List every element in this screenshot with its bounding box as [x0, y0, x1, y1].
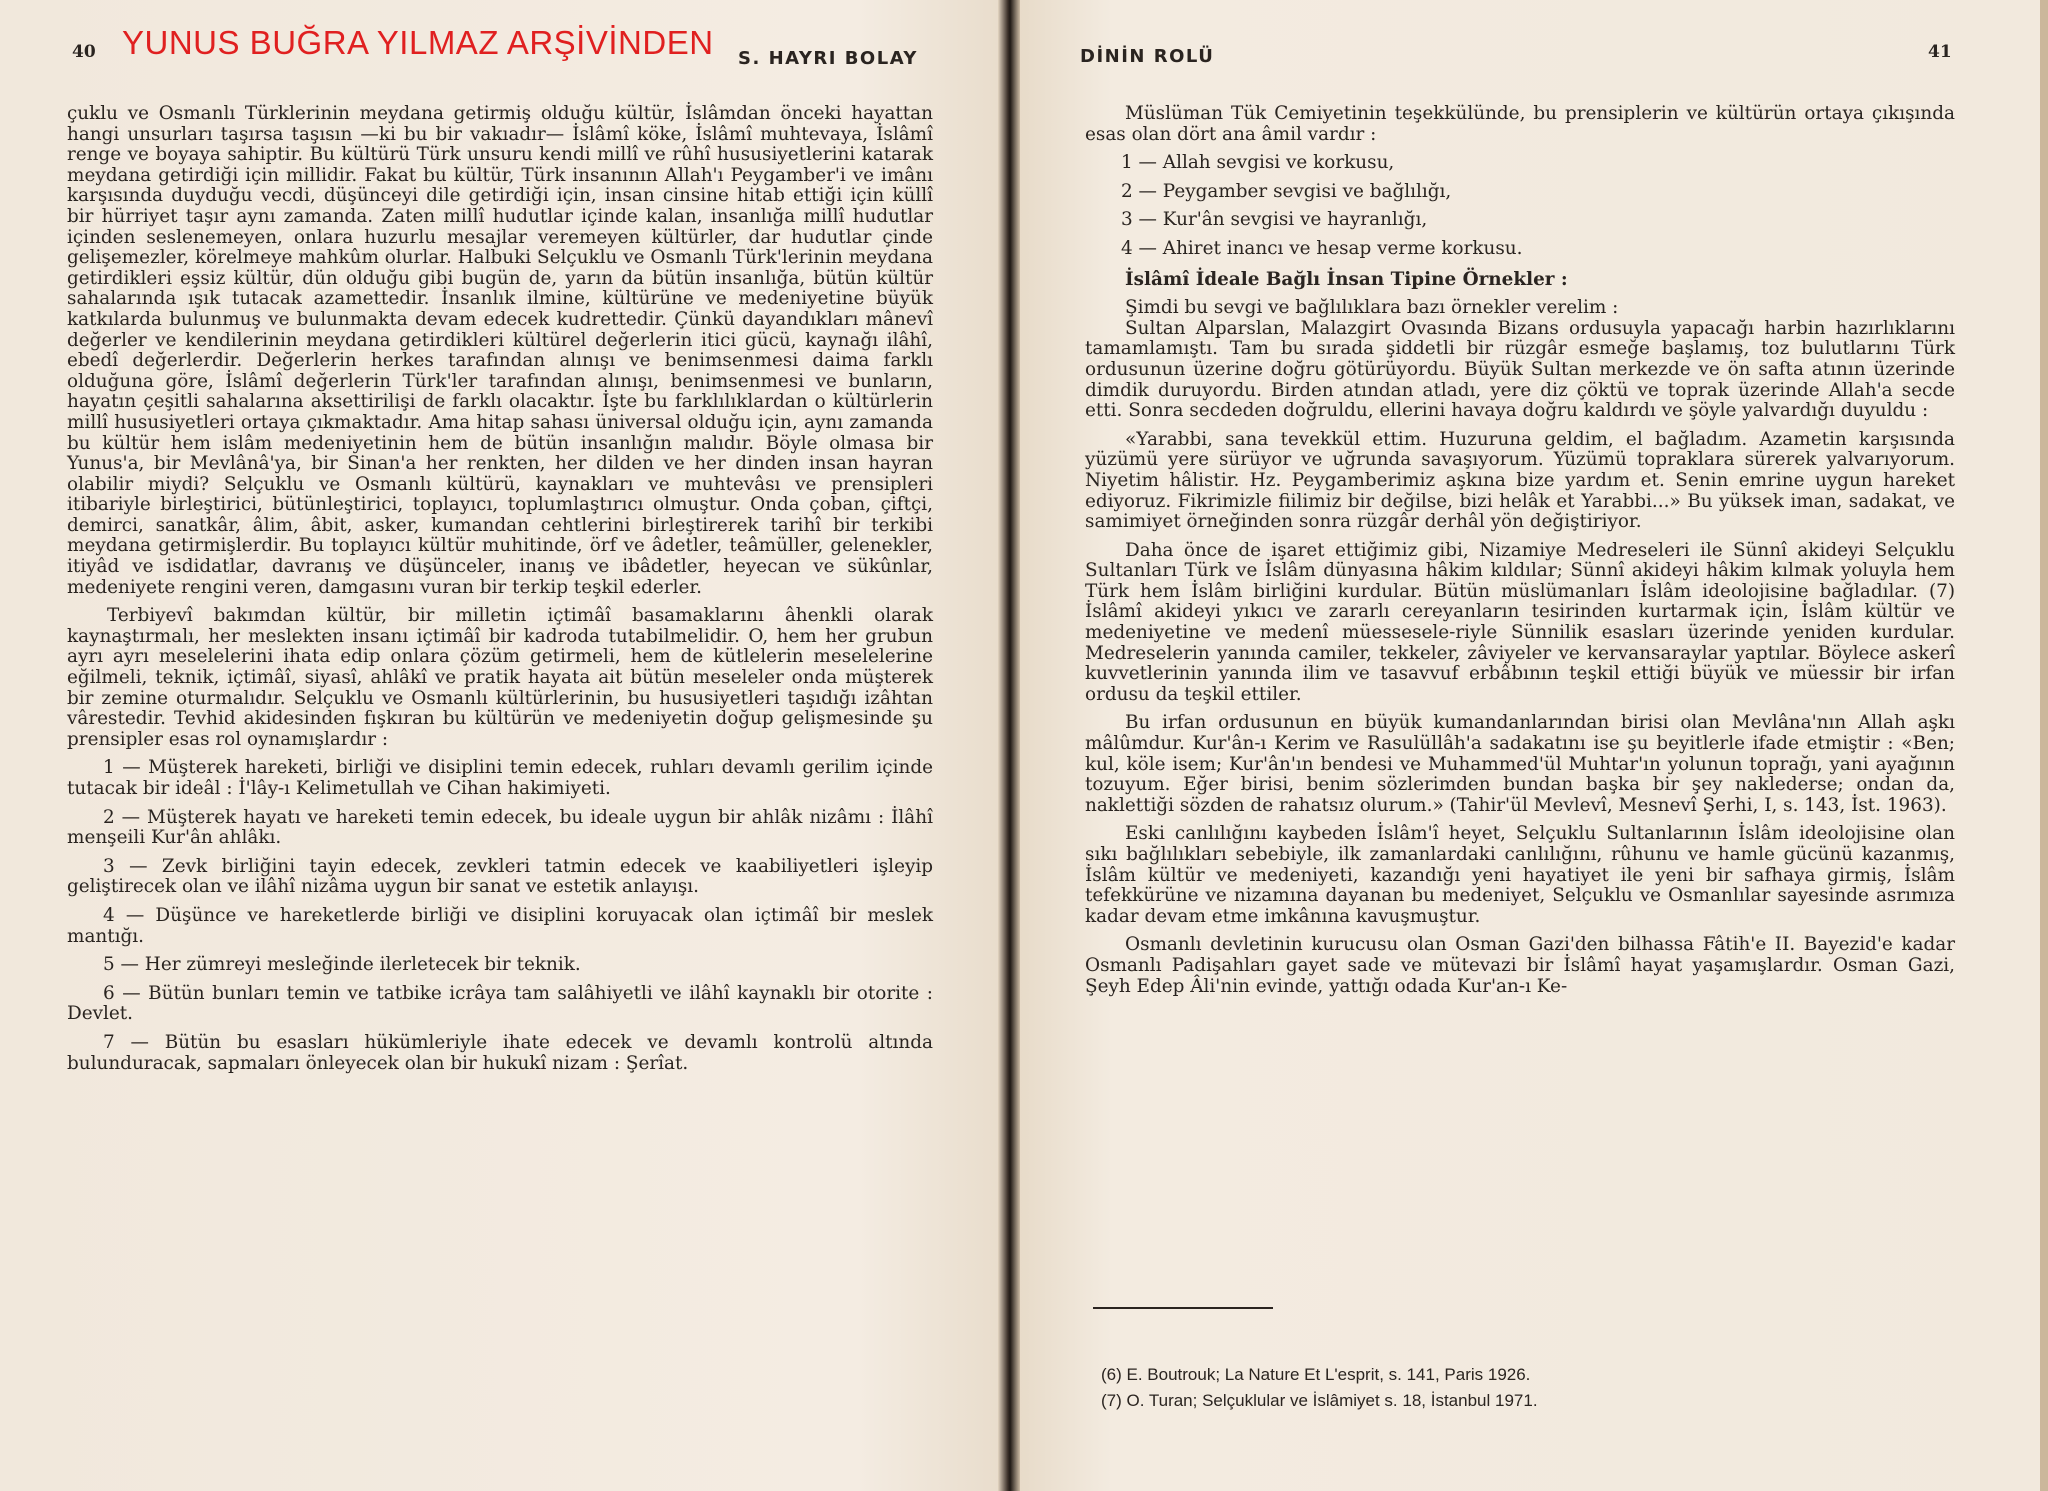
- principle-item-5: 5 — Her zümreyi mesleğinde ilerletecek bir teknik.: [103, 954, 581, 976]
- right-paragraph-4: Daha önce de işaret ettiğimiz gibi, Nizamiye Medreseleri ile Sünnî akideyi Selçuklu Sultanları Türk ve İslâm dünyasına hâkim kıldılar; Sünnî akideyi hâkim kılmak yoluyla hem Türk hem İslâm birliğini kurdular. Bütün müslümanları İslâm ideolojisine bağladılar. (7) İslâmî akideyi yıkıcı ve zararlı cereyanların tesirinden kurtarmak için, İslâm kültür ve medeniyetine ve medenî müessesele-riyle Sünnilik esasları üzerinde yeniden kurdular. Medreselerin yanında camiler, tekkeler, zâviyeler ve kervansaraylar yaptılar. Böylece askerî kuvvetlerinin yanında ilim ve tasavvuf erbâbının teşkil ettiği büyük ve müessir bir irfan ordusu da teşkil ettiler.: [1085, 539, 1955, 705]
- footnote-6: (6) E. Boutrouk; La Nature Et L'esprit, s. 141, Paris 1926.: [1101, 1365, 1531, 1384]
- left-running-head: S. HAYRI BOLAY: [738, 48, 918, 69]
- book-gutter: [998, 0, 1020, 1491]
- factor-item-1: 1 — Allah sevgisi ve korkusu,: [1121, 152, 1395, 174]
- page-edge: [2040, 0, 2048, 1491]
- left-paragraph-1: çuklu ve Osmanlı Türklerinin meydana getirmiş olduğu kültür, İslâmdan önceki hayattan hangi unsurları taşırsa taşısın —ki bu bir vakıadır— İslâmî köke, İslâmî muhtevaya, İslâmî renge ve boyaya sahiptir. Bu kültürü Türk unsuru kendi millî ve rûhî hususiyetlerini katarak meydana getirdiği için millidir. Fakat bu kültür, Türk insanının Allah'ı Peygamber'i ve imânı karşısında duyduğu vecdi, düşünceyi dile getirdiği için, insan cinsine hitab ettiği için küllî bir hürriyet taşır aynı zamanda. Zaten millî hudutlar içinde kalan, insanlığa millî hudutlar içinden seslenemeyen, onlara huzurlu mesajlar veremeyen kültürler, dar hudutlar çinde gelişemezler, körelmeye mahkûm olurlar. Halbuki Selçuklu ve Osmanlı Türk'lerinin meydana getirdikleri eşsiz kültür, dün olduğu gibi bugün de, yarın da bütün insanlığa, bütün kültür sahalarında ışık tutacak azamettedir. İnsanlık ilmine, kültürüne ve medeniyetine büyük katkılarda bulunmuş ve bulunmakta devam edecek kudrettedir. Çünkü dayandıkları mânevî değerler ve kendilerinin meydana getirdikleri kültürel değerlerin itici gücü, kaynağı ilâhî, ebedî değerlerdir. Değerlerin herkes tarafından alınışı ve benimsenmesi daima farklı olduğuna göre, İslâmî değerlerin Türk'ler tarafından alınışı, benimsenmesi ve bunların, hayatın çeşitli sahalarına aksettirilişi de farklı olacaktır. İşte bu farklılıklardan o kültürlerin millî hususiyetleri ortaya çıkmaktadır. Ama hitap sahası üniversal olduğu için, aynı zamanda bu kültür hem islâm medeniyetinin hem de bütün insanlığın malıdır. Böyle olmasa bir Yunus'a, bir Mevlânâ'ya, bir Sinan'a her renkten, her dilden ve her dinden insan hayran olabilir miydi? Selçuklu ve Osmanlı kültürü, kaynakları ve muhtevâsı ve prensipleri itibariyle birleştirici, bütünleştirici, toplayıcı, toplumlaştırıcı olmuştur. Onda çoban, çiftçi, demirci, sanatkâr, âlim, âbit, asker, kumandan cehtlerini birleştirerek tarihî bir terkibi meydana getirmişlerdir. Bu toplayıcı kültür muhitinde, örf ve âdetler, teâmüller, gelenekler, itiyâd ve isdidatlar, davranış ve düşünceler, inanış ve ibâdetler, heyecan ve sükûnlar, medeniyete rengini veren, damgasını vuran bir terkip teşkil ederler.: [67, 103, 933, 598]
- right-paragraph-1: Şimdi bu sevgi ve bağlılıklara bazı örnekler verelim :: [1125, 297, 1619, 319]
- left-text-column: [67, 104, 933, 1074]
- left-page-number: 40: [72, 42, 96, 62]
- right-paragraph-3: «Yarabbi, sana tevekkül ettim. Huzuruna geldim, el bağladım. Azametin karşısında yüzümü yere sürüyor ve uğrunda savaşıyorum. Yüzümü topraklara sürerek yalvarıyorum. Niyetim hâlistir. Hz. Peygamberimiz aşkına bize yardım et. Senin emrine uygun hareket ediyoruz. Fikrimizle fiilimiz bir değilse, bizi helâk et Yarabbi...» Bu yüksek iman, sadakat, ve samimiyet örneğinden sonra rüzgâr derhâl yön değiştiriyor.: [1085, 428, 1955, 533]
- factor-item-2: 2 — Peygamber sevgisi ve bağlılığı,: [1121, 180, 1452, 202]
- right-intro: Müslüman Tük Cemiyetinin teşekkülünde, bu prensiplerin ve kültürün ortaya çıkışında esas olan dört ana âmil vardır :: [1085, 103, 1955, 145]
- factor-item-4: 4 — Ahiret inancı ve hesap verme korkusu.: [1121, 237, 1523, 259]
- footnotes: [1101, 1362, 1861, 1414]
- footnote-rule: [1093, 1307, 1273, 1309]
- archive-watermark: YUNUS BUĞRA YILMAZ ARŞİVİNDEN: [122, 24, 714, 61]
- principle-item-1: 1 — Müşterek hareketi, birliği ve disiplini temin edecek, ruhları devamlı gerilim içinde tutacak bir ideâl : İ'lây-ı Kelimetullah ve Cihan hakimiyeti.: [67, 757, 933, 799]
- principle-item-7: 7 — Bütün bu esasları hükümleriyle ihate edecek ve devamlı kontrolü altında bulunduracak, sapmaları önleyecek olan bir hukukî nizam : Şerîat.: [67, 1031, 933, 1074]
- right-paragraph-7: Osmanlı devletinin kurucusu olan Osman Gazi'den bilhassa Fâtih'e II. Bayezid'e kadar Osmanlı Padişahları gayet sade ve mütevazi bir İslâmî hayat yaşamışlardır. Osman Gazi, Şeyh Edep Âli'nin evinde, yattığı odada Kur'an-ı Ke-: [1085, 934, 1955, 997]
- right-paragraph-5: Bu irfan ordusunun en büyük kumandanlarından birisi olan Mevlâna'nın Allah aşkı mâlûmdur. Kur'ân-ı Kerim ve Rasulüllâh'a sadakatını ise şu beyitlerle ifade etmiştir : «Ben; kul, köle isem; Kur'ân'ın bendesi ve Muhammed'ül Muhtar'ın yolunun toprağı, yani ayağının tozuyum. Eğer birisi, benim sözlerimden bundan başka bir şey naklederse; ondan da, naklettiği sözden de rahatsız olurum.» (Tahir'ül Mevlevî, Mesnevî Şerhi, I, s. 143, İst. 1963).: [1085, 712, 1955, 816]
- left-paragraph-2: Terbiyevî bakımdan kültür, bir milletin içtimâî basamaklarını âhenkli olarak kaynaştırmalı, her meslekten insanı içtimâî bir kadroda tutabilmelidir. O, hem her grubun ayrı ayrı meselelerini ihata edip onlara çözüm getirmeli, hem de kütlelerin meselelerine eğilmeli, teknik, içtimâî, siyasî, ahlâkî ve pratik hayata ait bütün meseleler onda müşterek bir zemine oturmalıdır. Selçuklu ve Osmanlı kültürlerinin, bu hususiyetleri taşıdığı izâhtan vârestedir. Tevhid akidesinden fışkıran bu kültürün ve medeniyetin doğup gelişmesinde şu prensipler esas rol oynamışlardır :: [67, 605, 933, 750]
- right-paragraph-6: Eski canlılığını kaybeden İslâm'î heyet, Selçuklu Sultanlarının İslâm ideolojisine olan sıkı bağlılıkları sebebiyle, ilk zamanlardaki canlılığını, rûhunu ve hamle gücünü kazanmış, İslâm kültür ve medeniyeti, kazandığı yeni hayatiyet ile yeni bir safhaya girmiş, İslâm tefekkürüne ve nizamına dayanan bu medeniyet, Selçuklu ve Osmanlılar sayesinde asrımıza kadar devam etme imkânına kavuşmuştur.: [1085, 823, 1955, 927]
- section-subheading: İslâmî İdeale Bağlı İnsan Tipine Örnekler :: [1125, 268, 1568, 290]
- principle-item-4: 4 — Düşünce ve hareketlerde birliği ve disiplini koruyacak olan içtimâî bir meslek mantığı.: [67, 904, 933, 947]
- right-page-number: 41: [1928, 42, 1952, 62]
- footnote-7: (7) O. Turan; Selçuklular ve İslâmiyet s. 18, İstanbul 1971.: [1101, 1391, 1538, 1410]
- principle-item-3: 3 — Zevk birliğini tayin edecek, zevkleri tatmin edecek ve kaabiliyetleri işleyip geliştirecek olan ve ilâhî nizâma uygun bir sanat ve estetik anlayışı.: [67, 855, 933, 898]
- right-running-head: DİNİN ROLÜ: [1080, 46, 1215, 67]
- factor-item-3: 3 — Kur'ân sevgisi ve hayranlığı,: [1121, 209, 1428, 231]
- right-paragraph-2: Sultan Alparslan, Malazgirt Ovasında Bizans ordusuyla yapacağı harbin hazırlıklarını tamamlamıştı. Tam bu sırada şiddetli bir rüzgâr esmeğe başlamış, toz bulutlarını Türk ordusunun üzerine doğru götürüyordu. Büyük Sultan merkezde ve ön safta atının üzerinde dimdik duruyordu. Birden atından atladı, yere diz çöktü ve toprak üzerinde Allah'a secde etti. Sonra secdeden doğruldu, ellerini havaya doğru kaldırdı ve şöyle yalvardığı duyuldu :: [1085, 317, 1955, 422]
- principle-item-2: 2 — Müşterek hayatı ve hareketi temin edecek, bu ideale uygun bir ahlâk nizâmı : İlâhî menşeili Kur'ân ahlâkı.: [67, 806, 933, 849]
- principle-item-6: 6 — Bütün bunları temin ve tatbike icrâya tam salâhiyetli ve ilâhî kaynaklı bir otorite : Devlet.: [67, 982, 933, 1025]
- right-text-column: [1085, 104, 1955, 997]
